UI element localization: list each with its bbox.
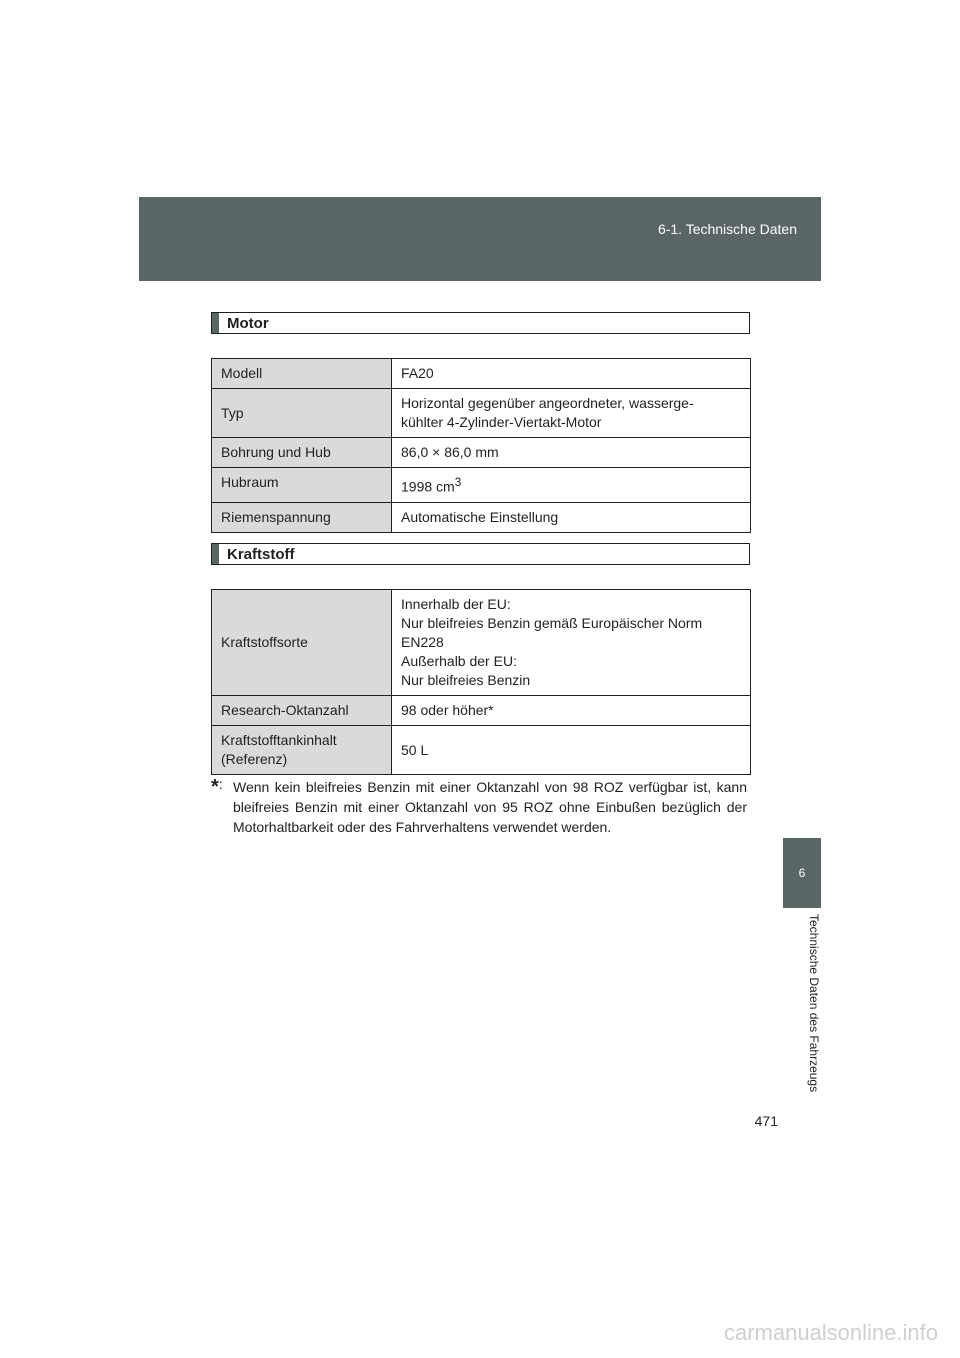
- spec-value: [392, 590, 751, 696]
- spec-value-line: EN228: [401, 634, 444, 650]
- section-heading-label: Kraftstoff: [227, 546, 295, 563]
- spec-value: 50 L: [392, 726, 751, 775]
- header-band: [139, 197, 821, 281]
- chapter-number: 6: [798, 866, 806, 880]
- spec-label: Bohrung und Hub: [212, 438, 392, 468]
- spec-label: Kraftstoffsorte: [212, 590, 392, 696]
- spec-label: Typ: [212, 389, 392, 438]
- heading-bar: [212, 313, 219, 333]
- spec-label-line: (Referenz): [221, 751, 288, 767]
- spec-value-line: Nur bleifreies Benzin: [401, 672, 531, 688]
- spec-label-line: Kraftstofftankinhalt: [221, 732, 337, 748]
- spec-label: Modell: [212, 359, 392, 389]
- footnote: [211, 774, 747, 837]
- heading-bar: [212, 544, 219, 564]
- spec-value-line: Außerhalb der EU:: [401, 653, 517, 669]
- section-heading-motor: [211, 312, 750, 334]
- spec-value-line: Horizontal gegenüber angeordneter, wasserge-: [401, 395, 694, 411]
- fuel-spec-table: [211, 589, 751, 775]
- spec-value: [392, 468, 751, 503]
- watermark: carmanualsonline.info: [723, 1320, 938, 1345]
- spec-label: Hubraum: [212, 468, 392, 503]
- table-row: [212, 468, 751, 503]
- table-row: [212, 389, 751, 438]
- spec-value: Automatische Einstellung: [392, 502, 751, 532]
- section-title: 6-1. Technische Daten: [657, 221, 797, 237]
- spec-value-line: Nur bleifreies Benzin gemäß Europäischer Norm: [401, 615, 703, 631]
- footnote-text: Wenn kein bleifreies Benzin mit einer Oktanzahl von 98 ROZ verfügbar ist, kann bleifreies Benzin mit einer Oktanzahl von 95 ROZ ohne Einbußen bezüglich der Motorhaltbarkeit oder des Fahrverhaltens verwendet werden.: [233, 779, 747, 835]
- table-row: [212, 590, 751, 696]
- motor-spec-table: [211, 358, 751, 533]
- section-heading-kraftstoff: [211, 543, 750, 565]
- table-row: [212, 438, 751, 468]
- spec-value-text: 1998 cm: [401, 478, 455, 495]
- spec-value: 86,0 × 86,0 mm: [392, 438, 751, 468]
- spec-label: Research-Oktanzahl: [212, 696, 392, 726]
- spec-label: Riemenspannung: [212, 502, 392, 532]
- table-row: [212, 502, 751, 532]
- spec-value-sup: 3: [454, 476, 462, 489]
- spec-value: [392, 389, 751, 438]
- spec-value-line: kühlter 4-Zylinder-Viertakt-Motor: [401, 414, 602, 430]
- spec-value: FA20: [392, 359, 751, 389]
- table-row: [212, 726, 751, 775]
- footnote-marker: *:: [211, 776, 223, 798]
- spec-value: 98 oder höher*: [392, 696, 751, 726]
- spec-label: [212, 726, 392, 775]
- table-row: [212, 359, 751, 389]
- section-heading-label: Motor: [227, 315, 269, 332]
- page-number: 471: [754, 1113, 778, 1129]
- table-row: [212, 696, 751, 726]
- chapter-tab: [783, 838, 821, 908]
- spec-value-line: Innerhalb der EU:: [401, 596, 511, 612]
- chapter-title: Technische Daten des Fahrzeugs: [807, 914, 821, 1093]
